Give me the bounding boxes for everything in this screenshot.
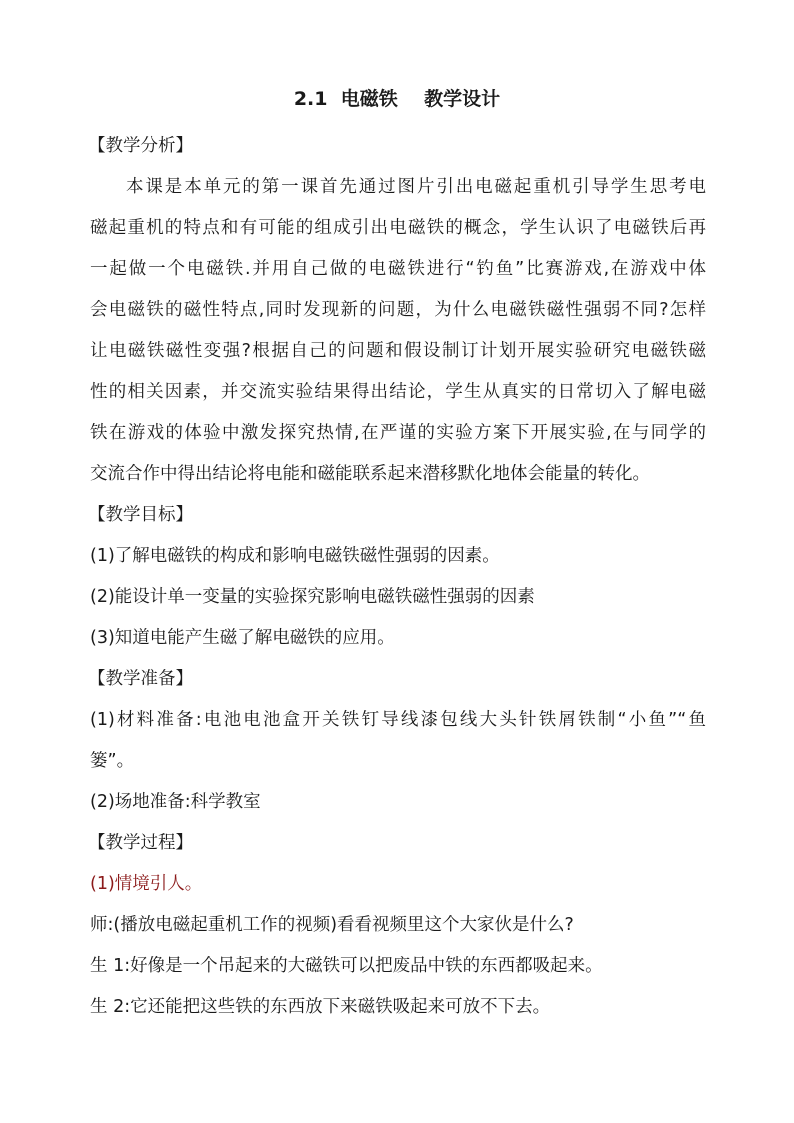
analysis-paragraph-line: 交流合作中得出结论将电能和磁能联系起来潜移默化地体会能量的转化。 bbox=[90, 464, 650, 484]
goal-item: (2)能设计单一变量的实验探究影响电磁铁磁性强弱的因素 bbox=[90, 587, 535, 607]
preparation-item-materials: (1)材料准备:电池电池盒开关铁钉导线漆包线大头针铁屑铁制“小鱼”“鱼 bbox=[90, 710, 706, 730]
goal-item: (3)知道电能产生磁了解电磁铁的应用。 bbox=[90, 628, 395, 648]
dialogue-line: 生 1:好像是一个吊起来的大磁铁可以把废品中铁的东西都吸起来。 bbox=[90, 956, 603, 976]
document-title: 2.1 电磁铁 教学设计 bbox=[293, 88, 501, 110]
analysis-paragraph-line: 本课是本单元的第一课首先通过图片引出电磁起重机引导学生思考电 bbox=[126, 177, 706, 197]
preparation-item-venue: (2)场地准备:科学教室 bbox=[90, 792, 261, 812]
dialogue-line: 师:(播放电磁起重机工作的视频)看看视频里这个大家伙是什么? bbox=[90, 915, 574, 935]
analysis-paragraph-line: 铁在游戏的体验中激发探究热情,在严谨的实验方案下开展实验,在与同学的 bbox=[90, 423, 706, 443]
analysis-paragraph-line: 一起做一个电磁铁.并用自己做的电磁铁进行“钓鱼”比赛游戏,在游戏中体 bbox=[90, 259, 706, 279]
section-heading-analysis: 【教学分析】 bbox=[88, 136, 193, 156]
dialogue-line: 生 2:它还能把这些铁的东西放下来磁铁吸起来可放不下去。 bbox=[90, 997, 551, 1017]
analysis-paragraph-line: 磁起重机的特点和有可能的组成引出电磁铁的概念，学生认识了电磁铁后再 bbox=[90, 218, 706, 238]
preparation-item-materials-continued: 篓”。 bbox=[90, 751, 135, 771]
analysis-paragraph-line: 会电磁铁的磁性特点,同时发现新的问题，为什么电磁铁磁性强弱不同?怎样 bbox=[90, 300, 706, 320]
analysis-paragraph-line: 性的相关因素，并交流实验结果得出结论，学生从真实的日常切入了解电磁 bbox=[90, 382, 706, 402]
section-heading-preparation: 【教学准备】 bbox=[88, 669, 193, 689]
section-heading-goals: 【教学目标】 bbox=[88, 505, 193, 525]
process-step-heading: (1)情境引人。 bbox=[90, 874, 203, 894]
goal-item: (1)了解电磁铁的构成和影响电磁铁磁性强弱的因素。 bbox=[90, 546, 500, 566]
section-heading-process: 【教学过程】 bbox=[88, 833, 193, 853]
analysis-paragraph-line: 让电磁铁磁性变强?根据自己的问题和假设制订计划开展实验研究电磁铁磁 bbox=[90, 341, 706, 361]
document-body bbox=[90, 126, 706, 1028]
